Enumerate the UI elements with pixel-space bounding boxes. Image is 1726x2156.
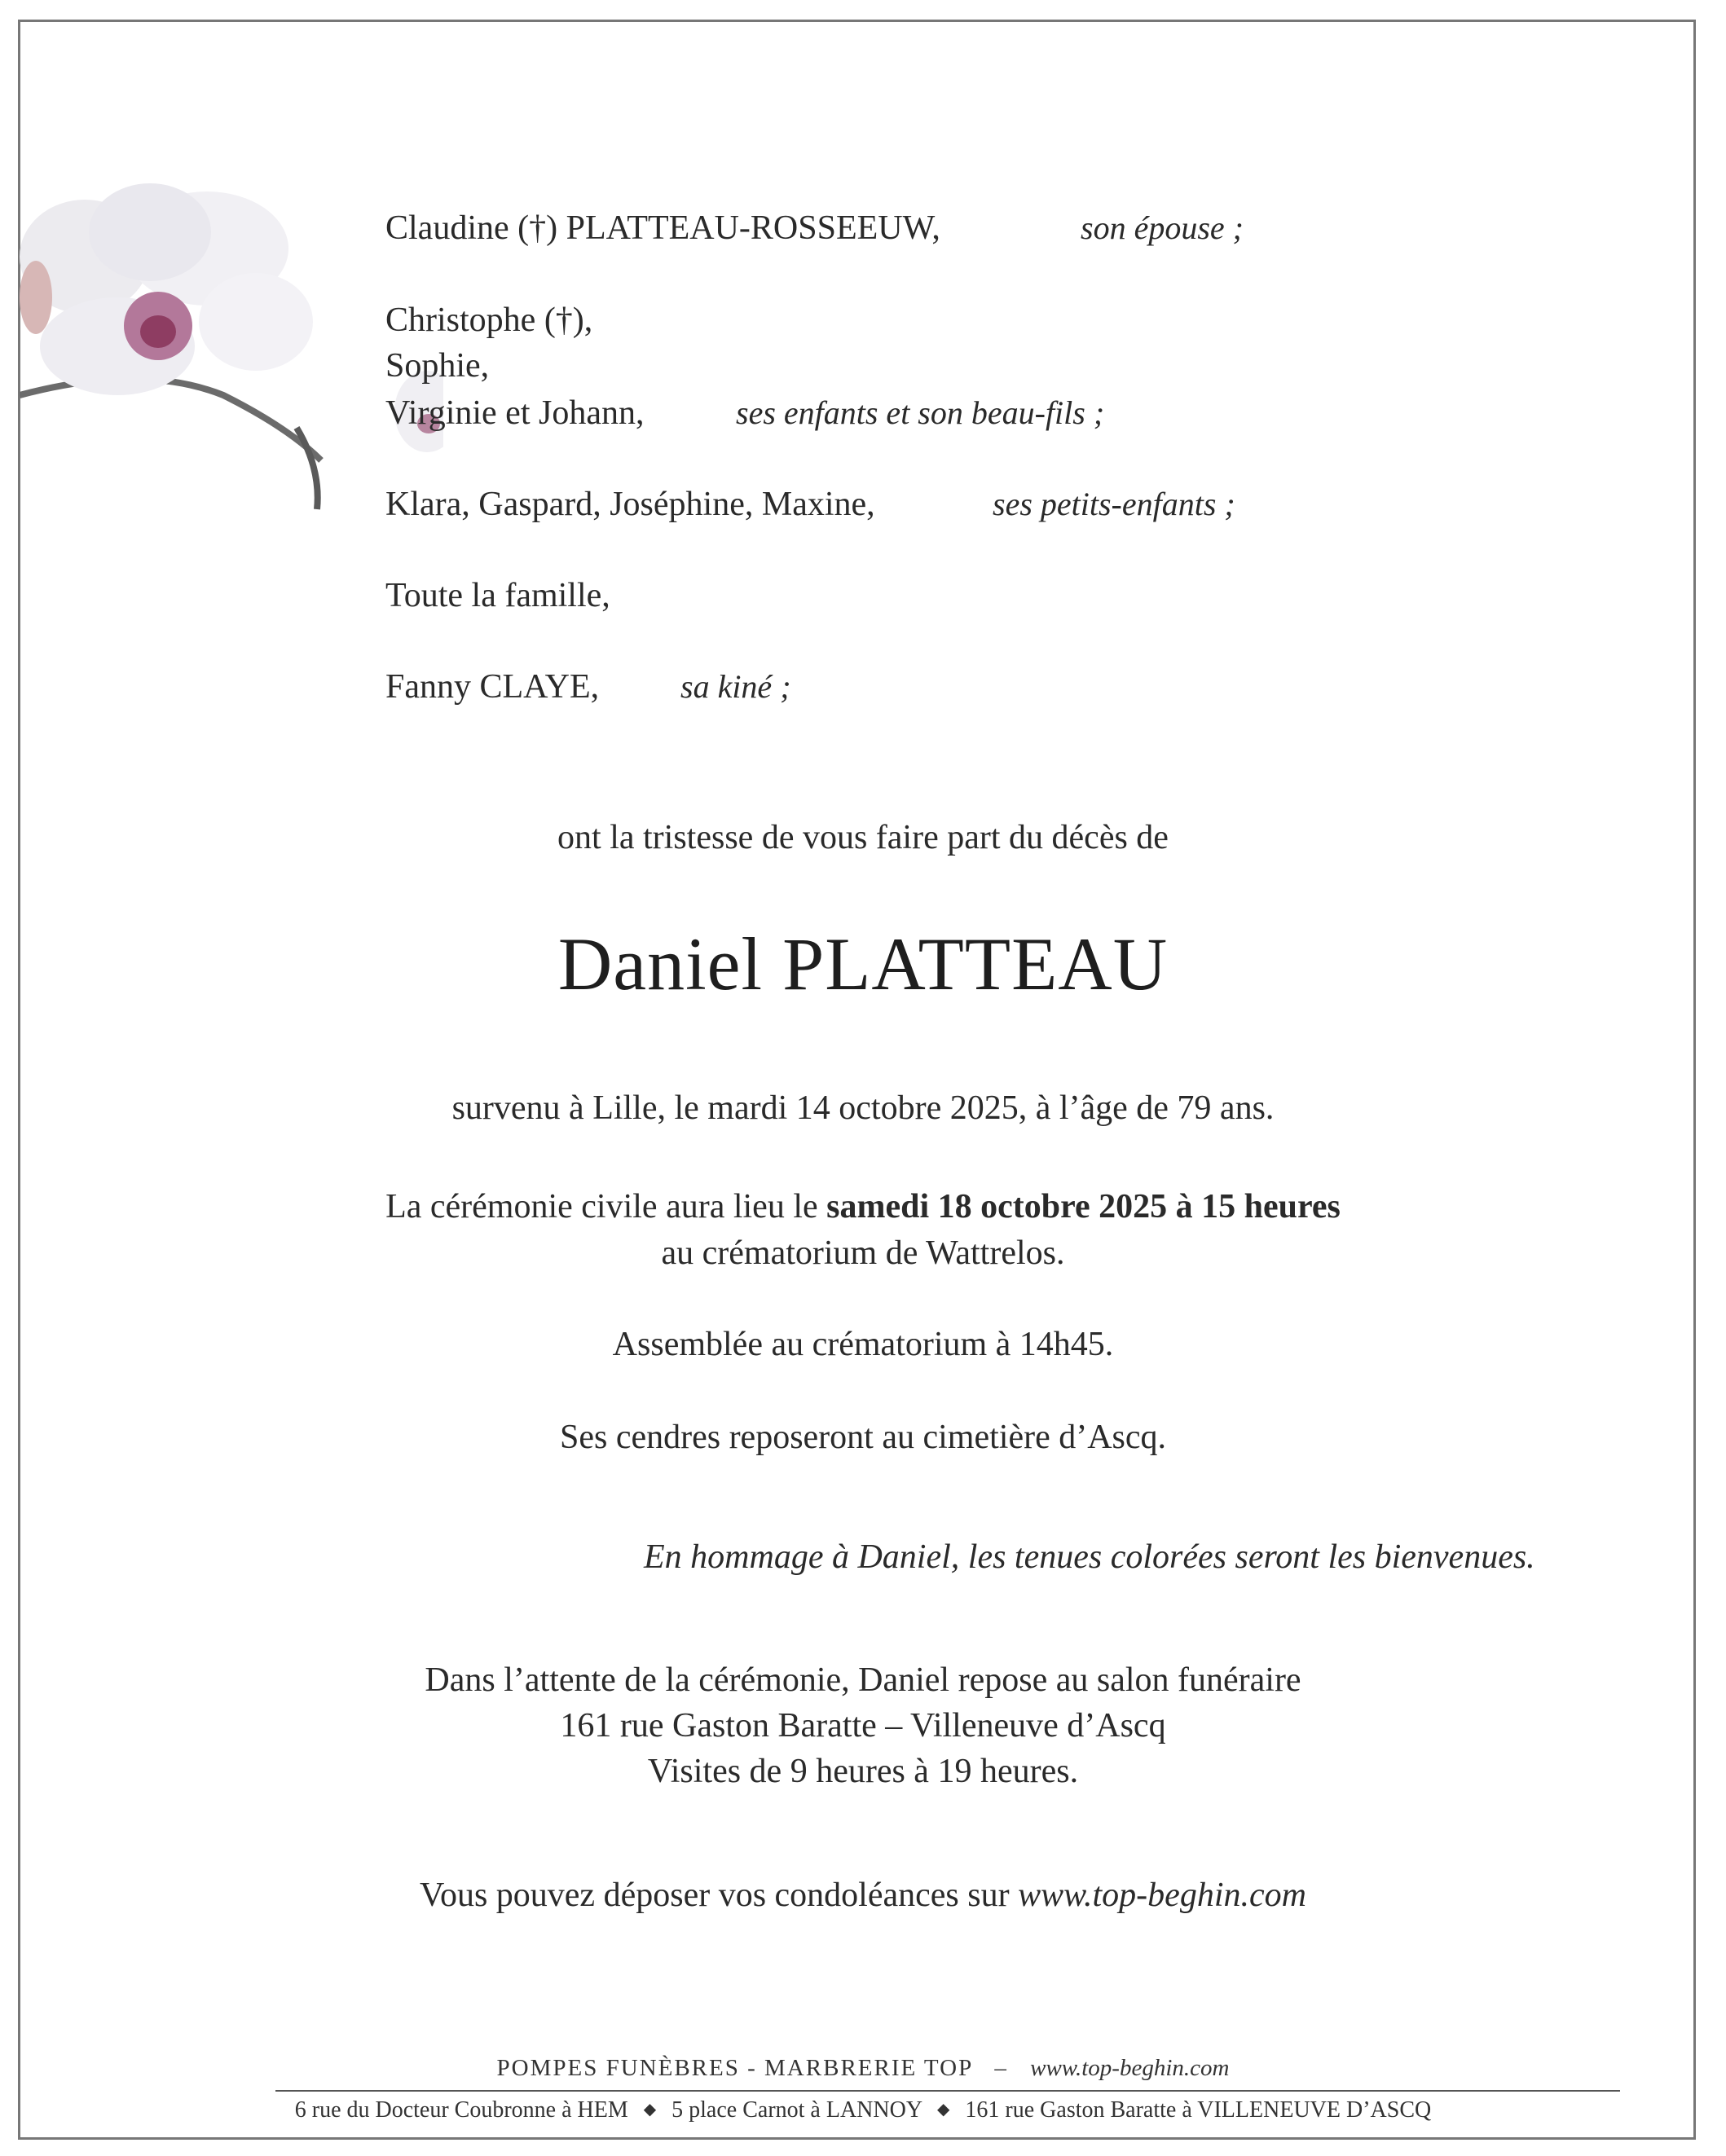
kine-role: sa kiné ; xyxy=(680,668,791,705)
children-role: ses enfants et son beau-fils ; xyxy=(736,394,1105,431)
ceremony-prefix: La cérémonie civile aura lieu le xyxy=(385,1188,818,1225)
family-child-2: Sophie, xyxy=(385,347,490,385)
tribute-note: En hommage à Daniel, les tenues colorées seront les bienvenues. xyxy=(644,1538,1535,1576)
deceased-name: Daniel PLATTEAU xyxy=(557,922,1169,1005)
address-lannoy: 5 place Carnot à LANNOY xyxy=(671,2097,922,2123)
rest-line-1: Dans l’attente de la cérémonie, Daniel repose au salon funéraire xyxy=(425,1661,1301,1699)
condolences-line xyxy=(0,1872,1726,1918)
ceremony-location: au crématorium de Wattrelos. xyxy=(661,1234,1065,1272)
spouse-role: son épouse ; xyxy=(1081,209,1244,246)
kine-name: Fanny CLAYE, xyxy=(385,668,600,706)
announcement-text: ont la tristesse de vous faire part du décès de xyxy=(557,819,1169,856)
orchid-flower-decoration xyxy=(20,183,443,526)
children-name: Virginie et Johann, xyxy=(385,394,645,432)
grandchildren-name: Klara, Gaspard, Joséphine, Maxine, xyxy=(385,486,875,523)
ceremony-line xyxy=(0,1184,1726,1230)
family-line-all: Toute la famille, xyxy=(385,577,610,614)
footer-addresses xyxy=(0,2097,1726,2123)
address-hem: 6 rue du Docteur Coubronne à HEM xyxy=(294,2097,628,2123)
family-line-grandchildren xyxy=(385,484,1235,525)
death-details: survenu à Lille, le mardi 14 octobre 2025, à l’âge de 79 ans. xyxy=(451,1089,1275,1127)
family-child-1: Christophe (†), xyxy=(385,301,593,339)
family-line-children xyxy=(385,393,1105,433)
diamond-bullet-icon: ◆ xyxy=(643,2101,657,2119)
ceremony-date-time: samedi 18 octobre 2025 à 15 heures xyxy=(826,1188,1341,1225)
spouse-name: Claudine (†) PLATTEAU-ROSSEEUW, xyxy=(385,209,940,247)
grandchildren-role: ses petits-enfants ; xyxy=(993,486,1235,522)
footer-company-line xyxy=(0,2055,1726,2082)
footer-dash: – xyxy=(994,2055,1008,2081)
company-name: POMPES FUNÈBRES - MARBRERIE TOP xyxy=(496,2055,973,2081)
family-line-spouse xyxy=(385,208,1244,249)
footer-divider xyxy=(275,2090,1620,2092)
condolences-text: Vous pouvez déposer vos condoléances sur xyxy=(420,1877,1010,1914)
diamond-bullet-icon: ◆ xyxy=(937,2101,950,2119)
ashes-info: Ses cendres reposeront au cimetière d’Ascq. xyxy=(559,1419,1167,1456)
address-villeneuve: 161 rue Gaston Baratte à VILLENEUVE D’ASCQ xyxy=(965,2097,1432,2123)
assembly-info: Assemblée au crématorium à 14h45. xyxy=(612,1326,1114,1363)
footer-website-link[interactable]: www.top-beghin.com xyxy=(1030,2055,1230,2081)
visiting-hours: Visites de 9 heures à 19 heures. xyxy=(647,1753,1079,1790)
condolences-link[interactable]: www.top-beghin.com xyxy=(1018,1877,1306,1914)
rest-address: 161 rue Gaston Baratte – Villeneuve d’Ascq xyxy=(560,1707,1166,1745)
family-line-kine xyxy=(385,667,791,707)
